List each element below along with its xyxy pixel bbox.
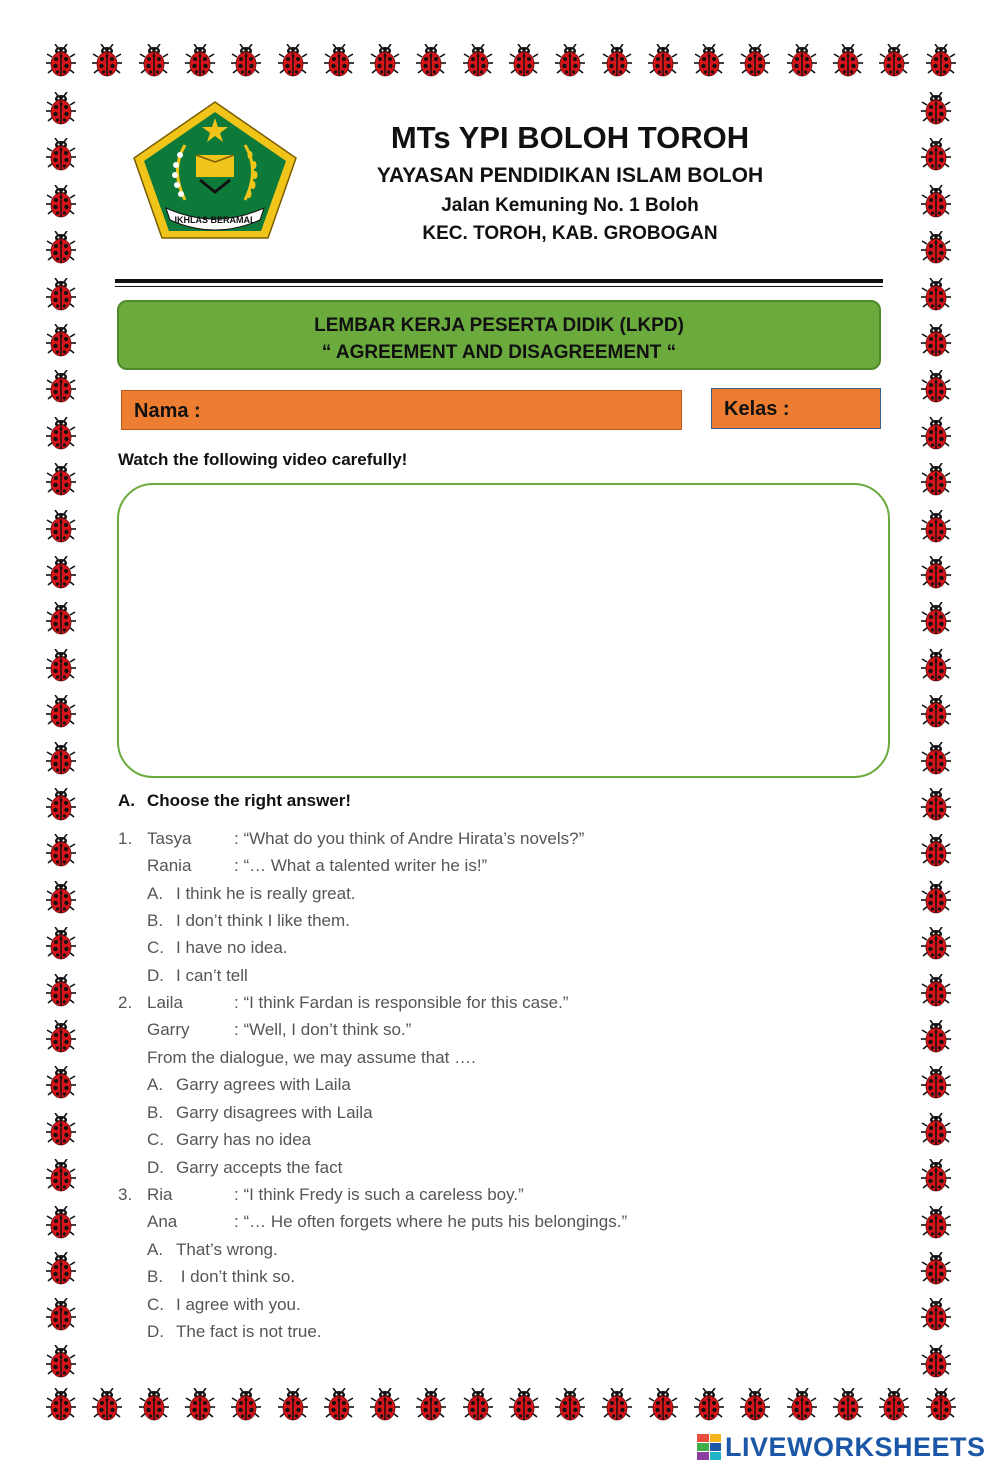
answer-option[interactable]: Garry disagrees with Laila bbox=[176, 1103, 373, 1122]
ladybug-icon bbox=[920, 927, 952, 961]
ladybug-icon bbox=[920, 834, 952, 868]
ladybug-icon bbox=[920, 1206, 952, 1240]
ladybug-icon bbox=[45, 510, 77, 544]
option-letter: B. bbox=[147, 911, 164, 930]
ladybug-icon bbox=[462, 1388, 494, 1422]
option-letter: C. bbox=[147, 938, 164, 957]
name-field[interactable]: Nama : bbox=[121, 390, 682, 430]
banner-title: LEMBAR KERJA PESERTA DIDIK (LKPD) bbox=[314, 315, 684, 336]
ladybug-icon bbox=[920, 1113, 952, 1147]
ladybug-icon bbox=[45, 1113, 77, 1147]
option-letter: D. bbox=[147, 966, 164, 985]
ladybug-icon bbox=[920, 185, 952, 219]
book-icon bbox=[196, 155, 234, 177]
option-letter: D. bbox=[147, 1322, 164, 1341]
ladybug-icon bbox=[45, 370, 77, 404]
ladybug-icon bbox=[832, 1388, 864, 1422]
header-divider bbox=[115, 279, 883, 283]
ladybug-icon bbox=[647, 44, 679, 78]
ladybug-icon bbox=[739, 44, 771, 78]
ladybug-icon bbox=[45, 649, 77, 683]
ladybug-icon bbox=[920, 974, 952, 1008]
answer-option[interactable]: Garry agrees with Laila bbox=[176, 1075, 351, 1094]
dialogue-speaker: Rania bbox=[147, 856, 192, 875]
ladybug-icon bbox=[920, 231, 952, 265]
ladybug-icon bbox=[138, 1388, 170, 1422]
ladybug-icon bbox=[369, 44, 401, 78]
ladybug-icon bbox=[920, 881, 952, 915]
video-instruction: Watch the following video carefully! bbox=[118, 450, 408, 469]
ladybug-icon bbox=[462, 44, 494, 78]
ladybug-icon bbox=[920, 1020, 952, 1054]
answer-option[interactable]: I don’t think so. bbox=[176, 1267, 296, 1286]
option-letter: B. bbox=[147, 1103, 164, 1122]
ladybug-icon bbox=[184, 1388, 216, 1422]
answer-option[interactable]: I don’t think I like them. bbox=[176, 911, 350, 930]
dialogue-line: : “… What a talented writer he is!” bbox=[234, 856, 488, 875]
ladybug-icon bbox=[415, 1388, 447, 1422]
ladybug-icon bbox=[45, 138, 77, 172]
liveworksheets-watermark[interactable] bbox=[697, 1432, 986, 1462]
ladybug-icon bbox=[45, 278, 77, 312]
ladybug-icon bbox=[920, 463, 952, 497]
option-letter: D. bbox=[147, 1158, 164, 1177]
ladybug-icon bbox=[45, 1298, 77, 1332]
ladybug-icon bbox=[693, 1388, 725, 1422]
ladybug-icon bbox=[920, 556, 952, 590]
ladybug-icon bbox=[601, 1388, 633, 1422]
ladybug-icon bbox=[45, 695, 77, 729]
section-label: A. bbox=[118, 791, 135, 810]
school-title: MTs YPI BOLOH TOROH bbox=[390, 120, 750, 155]
ladybug-icon bbox=[45, 788, 77, 822]
dialogue-speaker: Tasya bbox=[147, 829, 192, 848]
worksheet-banner bbox=[117, 300, 881, 370]
dialogue-speaker: Ana bbox=[147, 1212, 178, 1231]
school-district: KEC. TOROH, KAB. GROBOGAN bbox=[422, 223, 718, 244]
ladybug-icon bbox=[920, 695, 952, 729]
dialogue-speaker: Laila bbox=[147, 993, 183, 1012]
ladybug-icon bbox=[920, 1298, 952, 1332]
ladybug-icon bbox=[920, 370, 952, 404]
ladybug-icon bbox=[554, 44, 586, 78]
ladybug-icon bbox=[323, 1388, 355, 1422]
answer-option[interactable]: The fact is not true. bbox=[176, 1322, 322, 1341]
answer-option[interactable]: That’s wrong. bbox=[176, 1240, 278, 1259]
ladybug-icon bbox=[45, 1206, 77, 1240]
option-letter: A. bbox=[147, 884, 164, 903]
ladybug-icon bbox=[45, 185, 77, 219]
ladybug-icon bbox=[45, 556, 77, 590]
ladybug-icon bbox=[739, 1388, 771, 1422]
question-number: 2. bbox=[118, 993, 133, 1012]
ladybug-icon bbox=[508, 1388, 540, 1422]
ladybug-icon bbox=[920, 324, 952, 358]
ladybug-icon bbox=[45, 44, 77, 78]
ladybug-icon bbox=[920, 602, 952, 636]
ladybug-icon bbox=[786, 44, 818, 78]
ladybug-icon bbox=[920, 1345, 952, 1379]
ladybug-icon bbox=[920, 278, 952, 312]
ladybug-icon bbox=[832, 44, 864, 78]
option-letter: A. bbox=[147, 1075, 164, 1094]
ladybug-icon bbox=[91, 1388, 123, 1422]
dialogue-line: : “I think Fredy is such a careless boy.” bbox=[234, 1185, 524, 1204]
section-title: Choose the right answer! bbox=[147, 791, 352, 810]
ladybug-icon bbox=[45, 417, 77, 451]
dialogue-speaker: Ria bbox=[147, 1185, 173, 1204]
ladybug-icon bbox=[45, 92, 77, 126]
ladybug-icon bbox=[45, 1345, 77, 1379]
ladybug-icon bbox=[45, 742, 77, 776]
watermark-text: LIVEWORKSHEETS bbox=[725, 1431, 986, 1462]
ladybug-icon bbox=[920, 742, 952, 776]
ladybug-icon bbox=[45, 1066, 77, 1100]
ladybug-icon bbox=[693, 44, 725, 78]
ladybug-icon bbox=[920, 92, 952, 126]
ladybug-icon bbox=[878, 44, 910, 78]
option-letter: B. bbox=[147, 1267, 164, 1286]
logo-motto: IKHLAS BERAMAL bbox=[174, 215, 256, 225]
question-number: 3. bbox=[118, 1185, 133, 1204]
ladybug-icon bbox=[920, 1159, 952, 1193]
dialogue-line: : “What do you think of Andre Hirata’s novels?” bbox=[234, 829, 585, 848]
answer-option[interactable]: Garry has no idea bbox=[176, 1130, 312, 1149]
section-heading bbox=[118, 791, 351, 811]
answer-option[interactable]: Garry accepts the fact bbox=[176, 1158, 343, 1177]
question-number: 1. bbox=[118, 829, 133, 848]
dialogue-line: : “Well, I don’t think so.” bbox=[234, 1020, 412, 1039]
ladybug-icon bbox=[786, 1388, 818, 1422]
ladybug-icon bbox=[45, 1159, 77, 1193]
ladybug-icon bbox=[91, 44, 123, 78]
ladybug-icon bbox=[45, 974, 77, 1008]
banner-subtitle: “ AGREEMENT AND DISAGREEMENT “ bbox=[321, 342, 677, 363]
ladybug-icon bbox=[878, 1388, 910, 1422]
ladybug-icon bbox=[45, 1388, 77, 1422]
ladybug-icon bbox=[925, 44, 957, 78]
ladybug-icon bbox=[277, 1388, 309, 1422]
option-letter: A. bbox=[147, 1240, 164, 1259]
ladybug-icon bbox=[920, 788, 952, 822]
ladybug-icon bbox=[45, 324, 77, 358]
ladybug-icon bbox=[45, 881, 77, 915]
ladybug-icon bbox=[920, 138, 952, 172]
ladybug-icon bbox=[45, 1252, 77, 1286]
ladybug-icon bbox=[647, 1388, 679, 1422]
ladybug-icon bbox=[277, 44, 309, 78]
school-address: Jalan Kemuning No. 1 Boloh bbox=[441, 195, 699, 216]
answer-option[interactable]: I think he is really great. bbox=[176, 884, 356, 903]
ladybug-icon bbox=[45, 1020, 77, 1054]
option-letter: C. bbox=[147, 1295, 164, 1314]
liveworksheets-icon bbox=[697, 1434, 721, 1460]
answer-option[interactable]: I have no idea. bbox=[176, 938, 288, 957]
ladybug-icon bbox=[323, 44, 355, 78]
ladybug-icon bbox=[45, 231, 77, 265]
ladybug-icon bbox=[508, 44, 540, 78]
ladybug-icon bbox=[184, 44, 216, 78]
class-field[interactable]: Kelas : bbox=[711, 388, 881, 429]
ladybug-icon bbox=[920, 510, 952, 544]
ladybug-icon bbox=[920, 649, 952, 683]
ladybug-icon bbox=[45, 602, 77, 636]
ladybug-icon bbox=[45, 927, 77, 961]
dialogue-speaker: Garry bbox=[147, 1020, 190, 1039]
ladybug-icon bbox=[920, 1066, 952, 1100]
ladybug-icon bbox=[230, 1388, 262, 1422]
school-logo bbox=[130, 100, 300, 242]
ladybug-icon bbox=[45, 834, 77, 868]
ladybug-icon bbox=[925, 1388, 957, 1422]
ladybug-icon bbox=[230, 44, 262, 78]
answer-option[interactable]: I agree with you. bbox=[176, 1295, 301, 1314]
ladybug-icon bbox=[45, 463, 77, 497]
dialogue-line: : “… He often forgets where he puts his belongings.” bbox=[234, 1212, 628, 1231]
ladybug-icon bbox=[138, 44, 170, 78]
ladybug-icon bbox=[554, 1388, 586, 1422]
ladybug-icon bbox=[601, 44, 633, 78]
ladybug-icon bbox=[920, 417, 952, 451]
option-letter: C. bbox=[147, 1130, 164, 1149]
question-stem: From the dialogue, we may assume that …. bbox=[147, 1048, 476, 1067]
ladybug-icon bbox=[369, 1388, 401, 1422]
answer-option[interactable]: I can’t tell bbox=[176, 966, 248, 985]
ladybug-icon bbox=[920, 1252, 952, 1286]
header-divider-thin bbox=[115, 286, 883, 287]
dialogue-line: : “I think Fardan is responsible for this case.” bbox=[234, 993, 569, 1012]
school-foundation: YAYASAN PENDIDIKAN ISLAM BOLOH bbox=[376, 164, 764, 187]
video-placeholder[interactable] bbox=[117, 483, 890, 778]
ladybug-icon bbox=[415, 44, 447, 78]
